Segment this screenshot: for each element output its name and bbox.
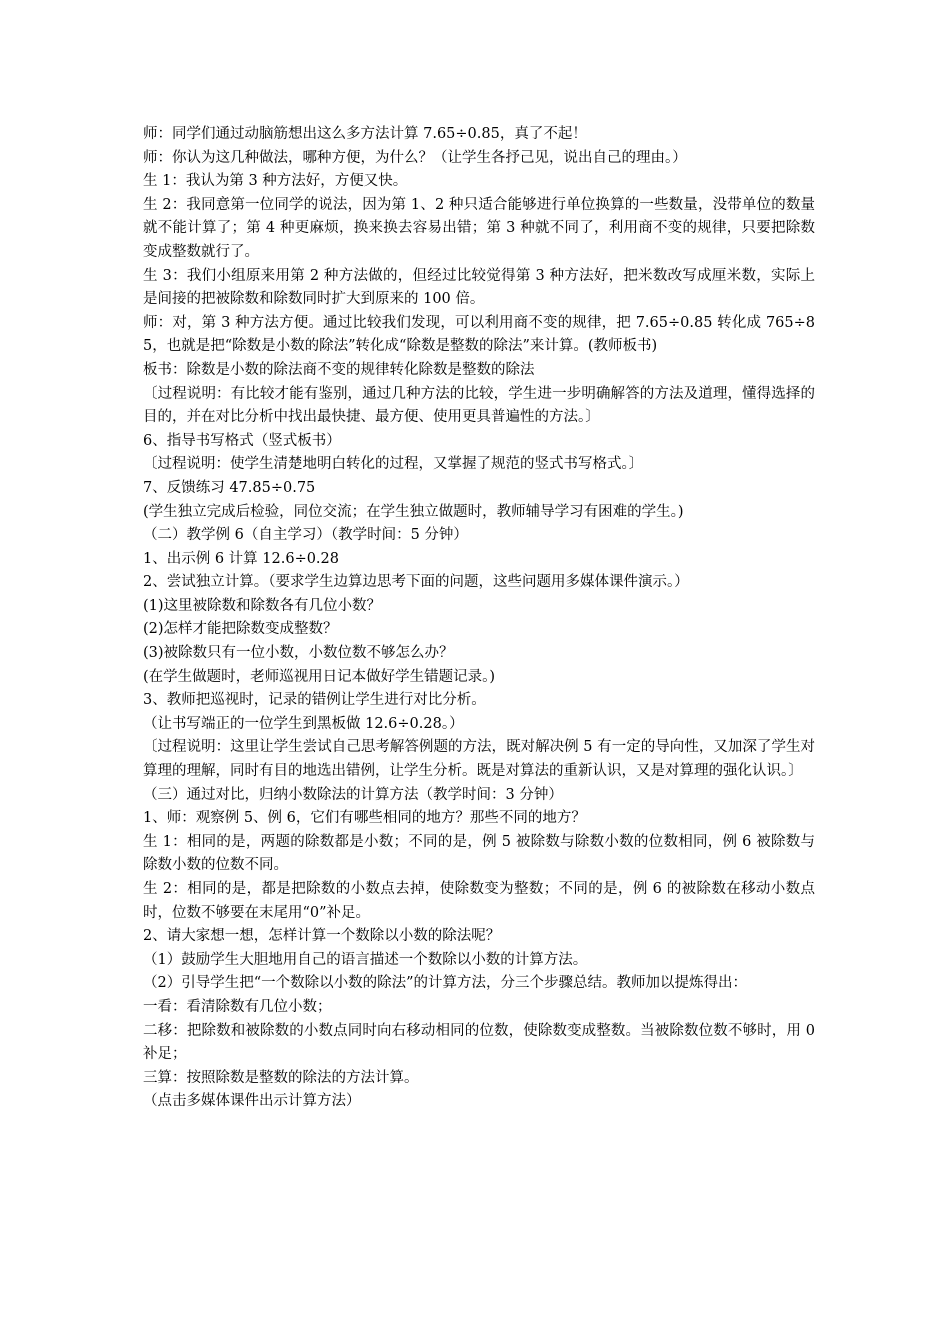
text-paragraph: （二）教学例 6（自主学习）（教学时间：5 分钟） (143, 527, 468, 544)
text-paragraph: 生 1：我认为第 3 种方法好，方便又快。 (143, 173, 408, 190)
text-paragraph: (2)怎样才能把除数变成整数？ (143, 621, 338, 638)
text-paragraph: 6、指导书写格式（竖式板书） (143, 432, 341, 449)
text-paragraph: 〔过程说明：这里让学生尝试自己思考解答例题的方法，既对解决例 5 有一定的导向性，又加深了学生对算理的理解，同时有目的地选出错例，让学生分析。既是对算法的重新认识，又是对算理的强化认识。〕 (143, 739, 815, 780)
text-paragraph: 师：同学们通过动脑筋想出这么多方法计算 7.65÷0.85，真了不起！ (143, 126, 587, 142)
text-paragraph: 二移：把除数和被除数的小数点同时向右移动相同的位数，使除数变成整数。当被除数位数不够时，用 0 补足； (143, 1022, 815, 1063)
text-paragraph: （1）鼓励学生大胆地用自己的语言描述一个数除以小数的计算方法。 (143, 951, 588, 968)
text-paragraph: （点击多媒体课件出示计算方法） (143, 1093, 361, 1110)
text-paragraph: 1、师：观察例 5、例 6，它们有哪些相同的地方？那些不同的地方？ (143, 810, 586, 827)
text-paragraph: 〔过程说明：使学生清楚地明白转化的过程，又掌握了规范的竖式书写格式。〕 (143, 456, 644, 473)
document-body (143, 123, 815, 1114)
text-paragraph: 师：你认为这几种做法，哪种方便，为什么？（让学生各抒己见，说出自己的理由。） (143, 149, 687, 166)
text-paragraph: 生 2：我同意第一位同学的说法，因为第 1、2 种只适合能够进行单位换算的一些数量，没带单位的数量就不能计算了；第 4 种更麻烦，换来换去容易出错；第 3 种就不同了，利用商不变的规律，只要把除数变成整数就行了。 (143, 196, 815, 260)
text-paragraph: 2、请大家想一想，怎样计算一个数除以小数的除法呢？ (143, 928, 501, 945)
text-paragraph: 生 2：相同的是，都是把除数的小数点去掉，使除数变为整数；不同的是，例 6 的被除数在移动小数点时，位数不够要在末尾用“0”补足。 (143, 881, 815, 921)
text-paragraph: 1、出示例 6 计算 12.6÷0.28 (143, 550, 339, 567)
text-paragraph: （三）通过对比，归纳小数除法的计算方法（教学时间：3 分钟） (143, 786, 563, 803)
text-paragraph: （让书写端正的一位学生到黑板做 12.6÷0.28。） (143, 715, 464, 732)
text-paragraph: 2、尝试独立计算。（要求学生边算边思考下面的问题，这些问题用多媒体课件演示。） (143, 574, 689, 591)
text-paragraph: 板书：除数是小数的除法商不变的规律转化除数是整数的除法 (143, 361, 535, 378)
text-paragraph: 师：对，第 3 种方法方便。通过比较我们发现，可以利用商不变的规律，把 7.65÷0.85 转化成 765÷85，也就是把“除数是小数的除法”转化成“除数是整数的除法”来计算。(教师板书) (143, 314, 815, 355)
text-paragraph: 〔过程说明：有比较才能有鉴别，通过几种方法的比较，学生进一步明确解答的方法及道理，懂得选择的目的，并在对比分析中找出最快捷、最方便、使用更具普遍性的方法。〕 (143, 385, 815, 426)
text-paragraph: (3)被除数只有一位小数，小数位数不够怎么办？ (143, 645, 454, 662)
text-paragraph: 一看：看清除数有几位小数； (143, 998, 332, 1015)
text-paragraph: 3、教师把巡视时，记录的错例让学生进行对比分析。 (143, 692, 486, 709)
text-paragraph: (在学生做题时，老师巡视用日记本做好学生错题记录。) (143, 668, 496, 685)
text-paragraph: 生 3：我们小组原来用第 2 种方法做的，但经过比较觉得第 3 种方法好，把米数改写成厘米数，实际上是间接的把被除数和除数同时扩大到原来的 100 倍。 (143, 267, 815, 308)
text-paragraph: 生 1：相同的是，两题的除数都是小数；不同的是，例 5 被除数与除数小数的位数相同，例 6 被除数与除数小数的位数不同。 (143, 833, 815, 874)
text-paragraph: （2）引导学生把“一个数除以小数的除法”的计算方法，分三个步骤总结。教师加以提炼得出： (143, 975, 748, 992)
text-paragraph: (1)这里被除数和除数各有几位小数？ (143, 597, 382, 614)
text-paragraph: 7、反馈练习 47.85÷0.75 (143, 479, 316, 496)
text-paragraph: 三算：按照除数是整数的除法的方法计算。 (143, 1069, 419, 1086)
text-paragraph: (学生独立完成后检验，同位交流；在学生独立做题时，教师辅导学习有困难的学生。) (143, 503, 684, 520)
